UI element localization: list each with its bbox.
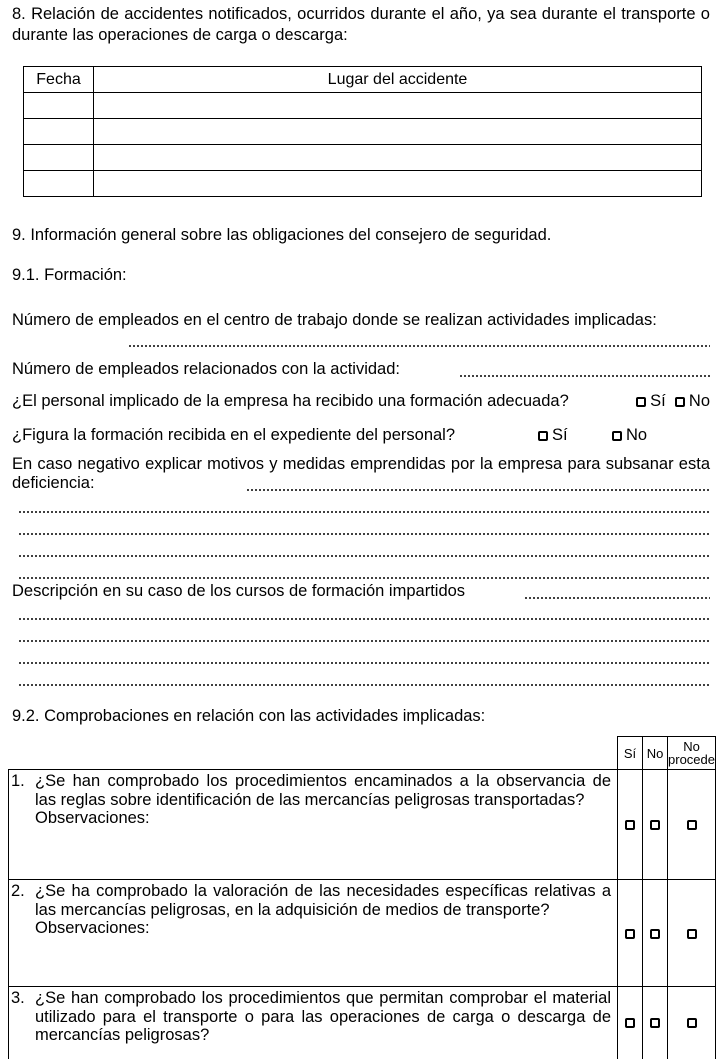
question-number: 1. <box>11 772 25 790</box>
location-column-header: Lugar del accidente <box>94 67 702 93</box>
section-8-title: 8. Relación de accidentes notificados, ocurridos durante el año, ya sea durante el transporte o durante las operaciones de carga o descarga: <box>12 5 710 44</box>
no-cell <box>643 770 668 880</box>
record-question <box>12 426 710 445</box>
question-text: ¿Se han comprobado los procedimientos que permitan comprobar el material utilizado para el transporte o para las operaciones de carga o descarga de mercancías peligrosas? <box>35 989 612 1044</box>
not-applicable-checkbox[interactable] <box>687 820 697 830</box>
checks-table <box>8 736 716 1059</box>
table-row[interactable] <box>24 145 702 171</box>
dotted-line[interactable] <box>18 640 710 642</box>
question-number: 3. <box>11 989 25 1007</box>
yes-checkbox[interactable] <box>625 1018 635 1028</box>
not-applicable-checkbox[interactable] <box>687 1018 697 1028</box>
date-cell[interactable] <box>24 93 94 119</box>
no-checkbox[interactable] <box>650 929 660 939</box>
dotted-line[interactable] <box>18 577 710 579</box>
no-cell <box>643 880 668 987</box>
negative-explain-input[interactable] <box>246 489 710 491</box>
employees-activity-label: Número de empleados relacionados con la actividad: <box>12 360 400 378</box>
yes-cell <box>618 770 643 880</box>
training-question <box>12 392 710 411</box>
training-no-checkbox[interactable] <box>675 397 685 407</box>
section-9-title: 9. Información general sobre las obligaciones del consejero de seguridad. <box>12 226 552 244</box>
question-text: ¿Se han comprobado los procedimientos encaminados a la observancia de las reglas sobre identificación de las mercancías peligrosas transportadas? <box>35 772 612 809</box>
yes-cell <box>618 987 643 1059</box>
not-applicable-cell <box>668 770 716 880</box>
section-9-2-title: 9.2. Comprobaciones en relación con las actividades implicadas: <box>12 707 486 725</box>
check-question <box>9 770 618 880</box>
date-cell[interactable] <box>24 145 94 171</box>
location-cell[interactable] <box>94 171 702 197</box>
employees-center-field[interactable] <box>12 311 710 330</box>
yes-cell <box>618 880 643 987</box>
dotted-line[interactable] <box>18 555 710 557</box>
course-description-input[interactable] <box>524 597 710 599</box>
date-column-header: Fecha <box>24 67 94 93</box>
question-number: 2. <box>11 882 25 900</box>
table-row[interactable] <box>24 93 702 119</box>
accidents-table <box>23 66 702 197</box>
yes-checkbox[interactable] <box>625 929 635 939</box>
accidents-table-header <box>24 67 702 93</box>
not-applicable-cell <box>668 880 716 987</box>
location-cell[interactable] <box>94 93 702 119</box>
training-options <box>636 392 710 411</box>
date-cell[interactable] <box>24 171 94 197</box>
yes-checkbox[interactable] <box>625 820 635 830</box>
course-description-label: Descripción en su caso de los cursos de formación impartidos <box>12 582 466 600</box>
header-spacer <box>9 737 618 770</box>
not-applicable-cell <box>668 987 716 1059</box>
header-no: No <box>643 737 668 770</box>
check-question <box>9 880 618 987</box>
observations-label: Observaciones: <box>35 919 150 937</box>
check-question <box>9 987 618 1059</box>
checks-table-header <box>9 737 716 770</box>
record-no-checkbox[interactable] <box>612 431 622 441</box>
dotted-line[interactable] <box>18 662 710 664</box>
dotted-line[interactable] <box>18 684 710 686</box>
dotted-line[interactable] <box>18 618 710 620</box>
no-checkbox[interactable] <box>650 820 660 830</box>
training-yes-label: Sí <box>650 392 666 410</box>
header-yes: Sí <box>618 737 643 770</box>
employees-center-label: Número de empleados en el centro de trabajo donde se realizan actividades implicadas: <box>12 311 657 329</box>
record-yes-label: Sí <box>552 426 568 444</box>
record-yes-checkbox[interactable] <box>538 431 548 441</box>
section-9-1-title: 9.1. Formación: <box>12 266 127 284</box>
table-row[interactable] <box>24 171 702 197</box>
table-row <box>9 880 716 987</box>
not-applicable-checkbox[interactable] <box>687 929 697 939</box>
location-cell[interactable] <box>94 119 702 145</box>
no-checkbox[interactable] <box>650 1018 660 1028</box>
table-row <box>9 987 716 1059</box>
employees-activity-input[interactable] <box>459 375 710 377</box>
record-question-label: ¿Figura la formación recibida en el expediente del personal? <box>12 426 456 444</box>
training-question-label: ¿El personal implicado de la empresa ha recibido una formación adecuada? <box>12 392 569 410</box>
table-row[interactable] <box>24 119 702 145</box>
no-cell <box>643 987 668 1059</box>
employees-center-input[interactable] <box>128 345 710 347</box>
observations-label: Observaciones: <box>35 809 150 827</box>
training-no-label: No <box>688 392 710 410</box>
dotted-line[interactable] <box>18 533 710 535</box>
question-text: ¿Se ha comprobado la valoración de las necesidades específicas relativas a las mercancías peligrosas, en la adquisición de medios de transporte? <box>35 882 612 919</box>
record-no-label: No <box>626 426 648 444</box>
training-yes-checkbox[interactable] <box>636 397 646 407</box>
date-cell[interactable] <box>24 119 94 145</box>
record-no-option <box>612 426 647 445</box>
dotted-line[interactable] <box>18 511 710 513</box>
record-yes-option <box>538 426 568 445</box>
location-cell[interactable] <box>94 145 702 171</box>
negative-explain-label: En caso negativo explicar motivos y medidas emprendidas por la empresa para subsanar esta deficiencia: <box>12 455 710 492</box>
header-not-applicable: No procede <box>668 737 716 770</box>
table-row <box>9 770 716 880</box>
